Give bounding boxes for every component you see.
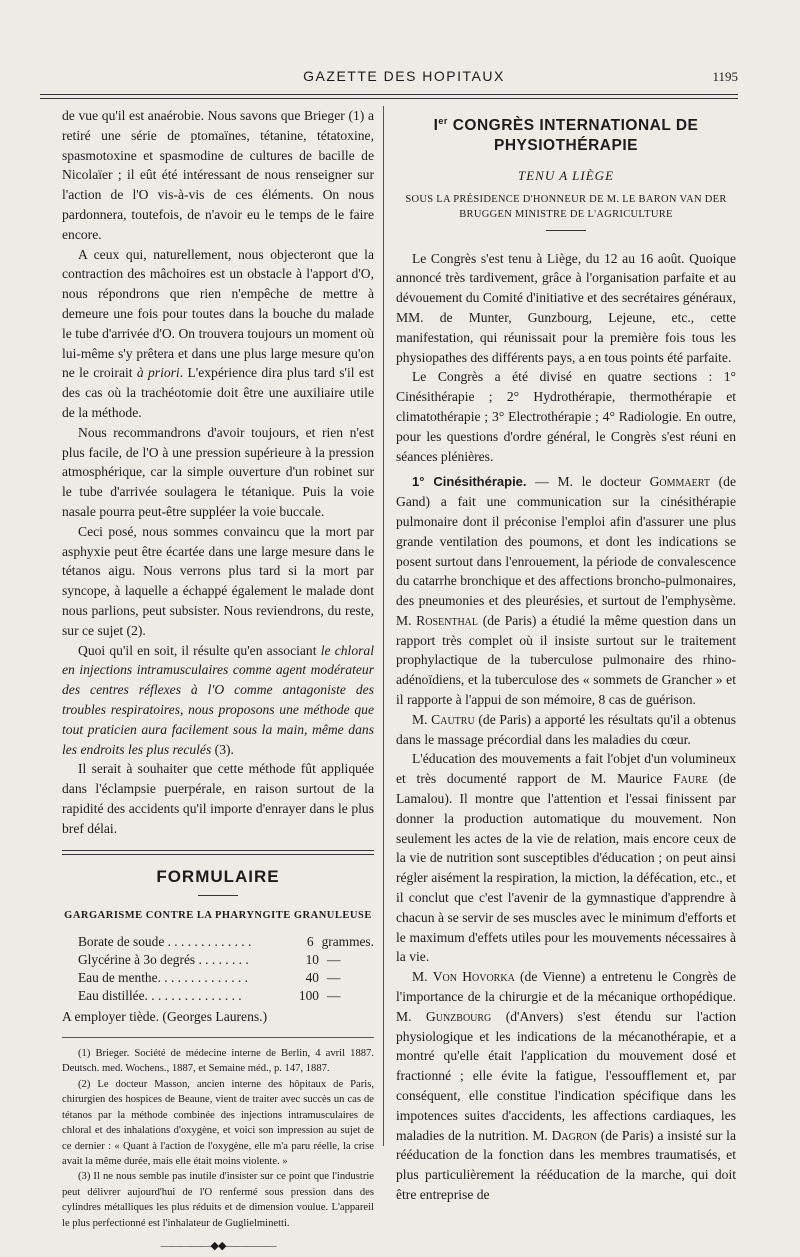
short-rule bbox=[198, 895, 238, 896]
column-separator bbox=[383, 106, 384, 1146]
section-heading: 1° Cinésithérapie. bbox=[412, 474, 527, 490]
left-column bbox=[62, 106, 374, 1257]
recipe-title: GARGARISME CONTRE LA PHARYNGITE GRANULEUSE bbox=[64, 910, 372, 922]
paragraph: Nous recommandrons d'avoir toujours, et rien n'est plus facile, de l'O à une pression supérieure à la pression atmosphérique, car la simple ouverture d'un robinet sur le tube d'arrivée soulagera le tétanique. Puis la voie nasale pourra peut-être suppléer la voie buccale. bbox=[62, 424, 374, 519]
paragraph: Le Congrès a été divisé en quatre sections : 1° Cinésithérapie ; 2° Hydrothérapie, thermothérapie et climatothérapie ; 3° Electrothérapie ; 4° Radiologie. En outre, pour les questions d'ordre général, le Congrès s'est réuni en séances plénières. bbox=[396, 369, 736, 464]
footnote: (3) Il ne nous semble pas inutile d'insister sur ce point que l'industrie peut délivrer aujourd'hui de l'O renfermé sous pression dans des cylindres métalliques les plus réduits et de dimension voulue. L'appareil le plus perfectionné est l'inhalateur de Guglielminetti. bbox=[62, 1171, 374, 1229]
recipe-row: Eau de menthe. . . . . . . . . . . . . . 40 — bbox=[78, 970, 341, 986]
short-rule bbox=[546, 230, 586, 231]
paragraph: Le Congrès s'est tenu à Liège, du 12 au 16 août. Quoique annoncé très tardivement, grâce à l'organisation parfaite et au dévouement du Comité d'initiative et des secrétaires généraux, MM. de Munter, Gunzbourg, Lejeune, etc., cette manifestation, qui réunissait pour la première fois tous les physiopathes des différents pays, a en tous points été parfaite. bbox=[396, 250, 736, 365]
paragraph: Il serait à souhaiter que cette méthode fût appliquée dans l'éclampsie puerpérale, en raison surtout de la rapidité des accidents qu'il importe d'enrayer dans le plus bref délai. bbox=[62, 761, 374, 836]
paragraph: de vue qu'il est anaérobie. Nous savons que Brieger (1) a retiré une série de ptomaïnes, tétanine, tétatoxine, spasmotoxine et spasmodine de cultures de bacille de Nicolaïer ; il eût été intéressant de nous renseigner sur l'action de l'O vis-à-vis de ces éléments. On nous pardonnera, toutefois, de n'avoir eu le temps de le faire encore. bbox=[62, 108, 374, 242]
article-subtitle: TENU A LIÈGE bbox=[517, 167, 615, 183]
recipe-usage: A employer tiède. (Georges Laurens.) bbox=[62, 1009, 268, 1025]
header-double-rule bbox=[40, 94, 738, 99]
recipe-row: Eau distillée. . . . . . . . . . . . . . . 100 — bbox=[78, 988, 341, 1004]
footnote: (2) Le docteur Masson, ancien interne des hôpitaux de Paris, chirurgien des hospices de Beaune, vient de traiter avec succès un cas de tétanos par la méthode combinée des injections intramusculaires de chloral et des inhalations d'oxygène, et voici son impression au sujet de ce dernier : « Quant à l'action de l'oxygène, elle m'a paru réelle, la crise avait la même durée, mais elle était moins violente. » bbox=[62, 1078, 374, 1167]
recipe-row: Glycérine à 3o degrés . . . . . . . . 10 — bbox=[78, 952, 341, 968]
paragraph: A ceux qui, naturellement, nous objecteront que la contraction des mâchoires est un obstacle à l'apport d'O, nous répondrons que rien n'empêche de mettre à demeure une fois pour toutes dans la bouche du malade le tube d'arrivée d'O. On trouvera toujours un moment où lui-même s'y prêtera et dans une plus large mesure qu'on ne le croirait à priori. L'expérience dira plus tard s'il est des cas où la trachéotomie doit être une auxiliaire utile de la méthode. bbox=[62, 246, 374, 420]
presidence-line: SOUS LA PRÉSIDENCE D'HONNEUR DE M. LE BARON VAN DER BRUGGEN MINISTRE DE L'AGRICULTURE bbox=[405, 193, 727, 220]
paragraph: Quoi qu'il en soit, il résulte qu'en associant le chloral en injections intramusculaires comme agent modérateur des centres réflexes à l'O comme antagoniste des troubles respiratoires, nous proposons une méthode que tout praticien aura facilement sous la main, même dans les endroits les plus reculés (3). bbox=[62, 642, 374, 757]
recipe-list bbox=[78, 933, 374, 1005]
page-header bbox=[70, 68, 738, 90]
formulaire-title: FORMULAIRE bbox=[156, 867, 280, 887]
footnotes bbox=[62, 1046, 374, 1231]
paragraph: 1° Cinésithérapie. — M. le docteur Gommaert (de Gand) a fait une communication sur la cinésithérapie pulmonaire dont il préconise l'emploi afin d'assurer une plus grande ventilation des poumons, et dont les indications se posent surtout dans l'enrouement, la période de convalescence du catarrhe bronchique et des affections broncho-pulmonaires, des pneumonies et des pleurésies, et surtout de l'emphysème. M. Rosenthal (de Paris) a étudié la même question dans un rapport très complet où il insiste surtout sur le traitement prophylactique de la tuberculose pulmonaire des rhino-adénoïdiens, et la tuberculose des « sommets de Grancher » et il rapporte à l'appui de son mémoire, 8 cas de guérison. bbox=[396, 474, 736, 708]
section-double-rule bbox=[62, 850, 374, 855]
footnote-rule bbox=[62, 1037, 374, 1038]
article-title: Ier CONGRÈS INTERNATIONAL DE PHYSIOTHÉRAPIE bbox=[433, 116, 699, 154]
end-ornament: —————◆◆————— bbox=[160, 1239, 276, 1252]
paragraph: Ceci posé, nous sommes convaincu que la mort par asphyxie peut être écartée dans une large mesure dans le tétanos aigu. Nous verrons plus tard si la mort par syncope, à laquelle a échappé également le malade dont nous parlions, peut subsister. Nous reviendrons, du reste, sur ce sujet (2). bbox=[62, 523, 374, 638]
footnote: (1) Brieger. Société de médecine interne de Berlin, 4 avril 1887. Deutsch. med. Wochens., 1887, et Semaine méd., p. 147, 1887. bbox=[62, 1048, 374, 1075]
paragraph: M. Von Hovorka (de Vienne) a entretenu le Congrès de l'importance de la chirurgie et de la mécanique orthopédique. M. Gunzbourg (d'Anvers) s'est étendu sur l'action physiologique et les indications de la mécanothérapie, et a montré qu'elle était l'application du mouvement dosé et fractionné ; elle évite la fatigue, l'essoufflement et, par conséquent, elle constitue l'indication spécifique dans les impotences suites d'accidents, les affections cardiaques, les maladies de la nutrition. M. Dagron (de Paris) a insisté sur la rééducation de la fonction dans les membres traumatisés, et plus particulièrement la rééducation de la marche, qui doit être entreprise de bbox=[396, 969, 737, 1202]
right-column bbox=[396, 106, 736, 1205]
paragraph: M. Cautru (de Paris) a apporté les résultats qu'il a obtenus dans le massage précordial dans les maladies du cœur. bbox=[396, 711, 736, 747]
page-number: 1195 bbox=[712, 69, 738, 84]
journal-title: GAZETTE DES HOPITAUX bbox=[303, 68, 505, 84]
paragraph: L'éducation des mouvements a fait l'objet d'un volumineux et très documenté rapport de M. Maurice Faure (de Lamalou). Il montre que l'attention et l'essai finissent par donner la production automatique du mouvement. Non seulement les actes de la vie de relation, mais encore ceux de la vie de nutrition sont susceptibles d'éducation ; on peut ainsi régler aisément la respiration, la miction, la défécation, etc., et il conclut que c'est l'avenir de la gymnastique d'apprendre à chacun à se servir de ses muscles avec le minimum d'efforts et le maximum d'effets utiles pour les mouvements nécessaires à la vie. bbox=[396, 751, 736, 965]
recipe-row: Borate de soude . . . . . . . . . . . . . 6 grammes. bbox=[78, 934, 374, 950]
